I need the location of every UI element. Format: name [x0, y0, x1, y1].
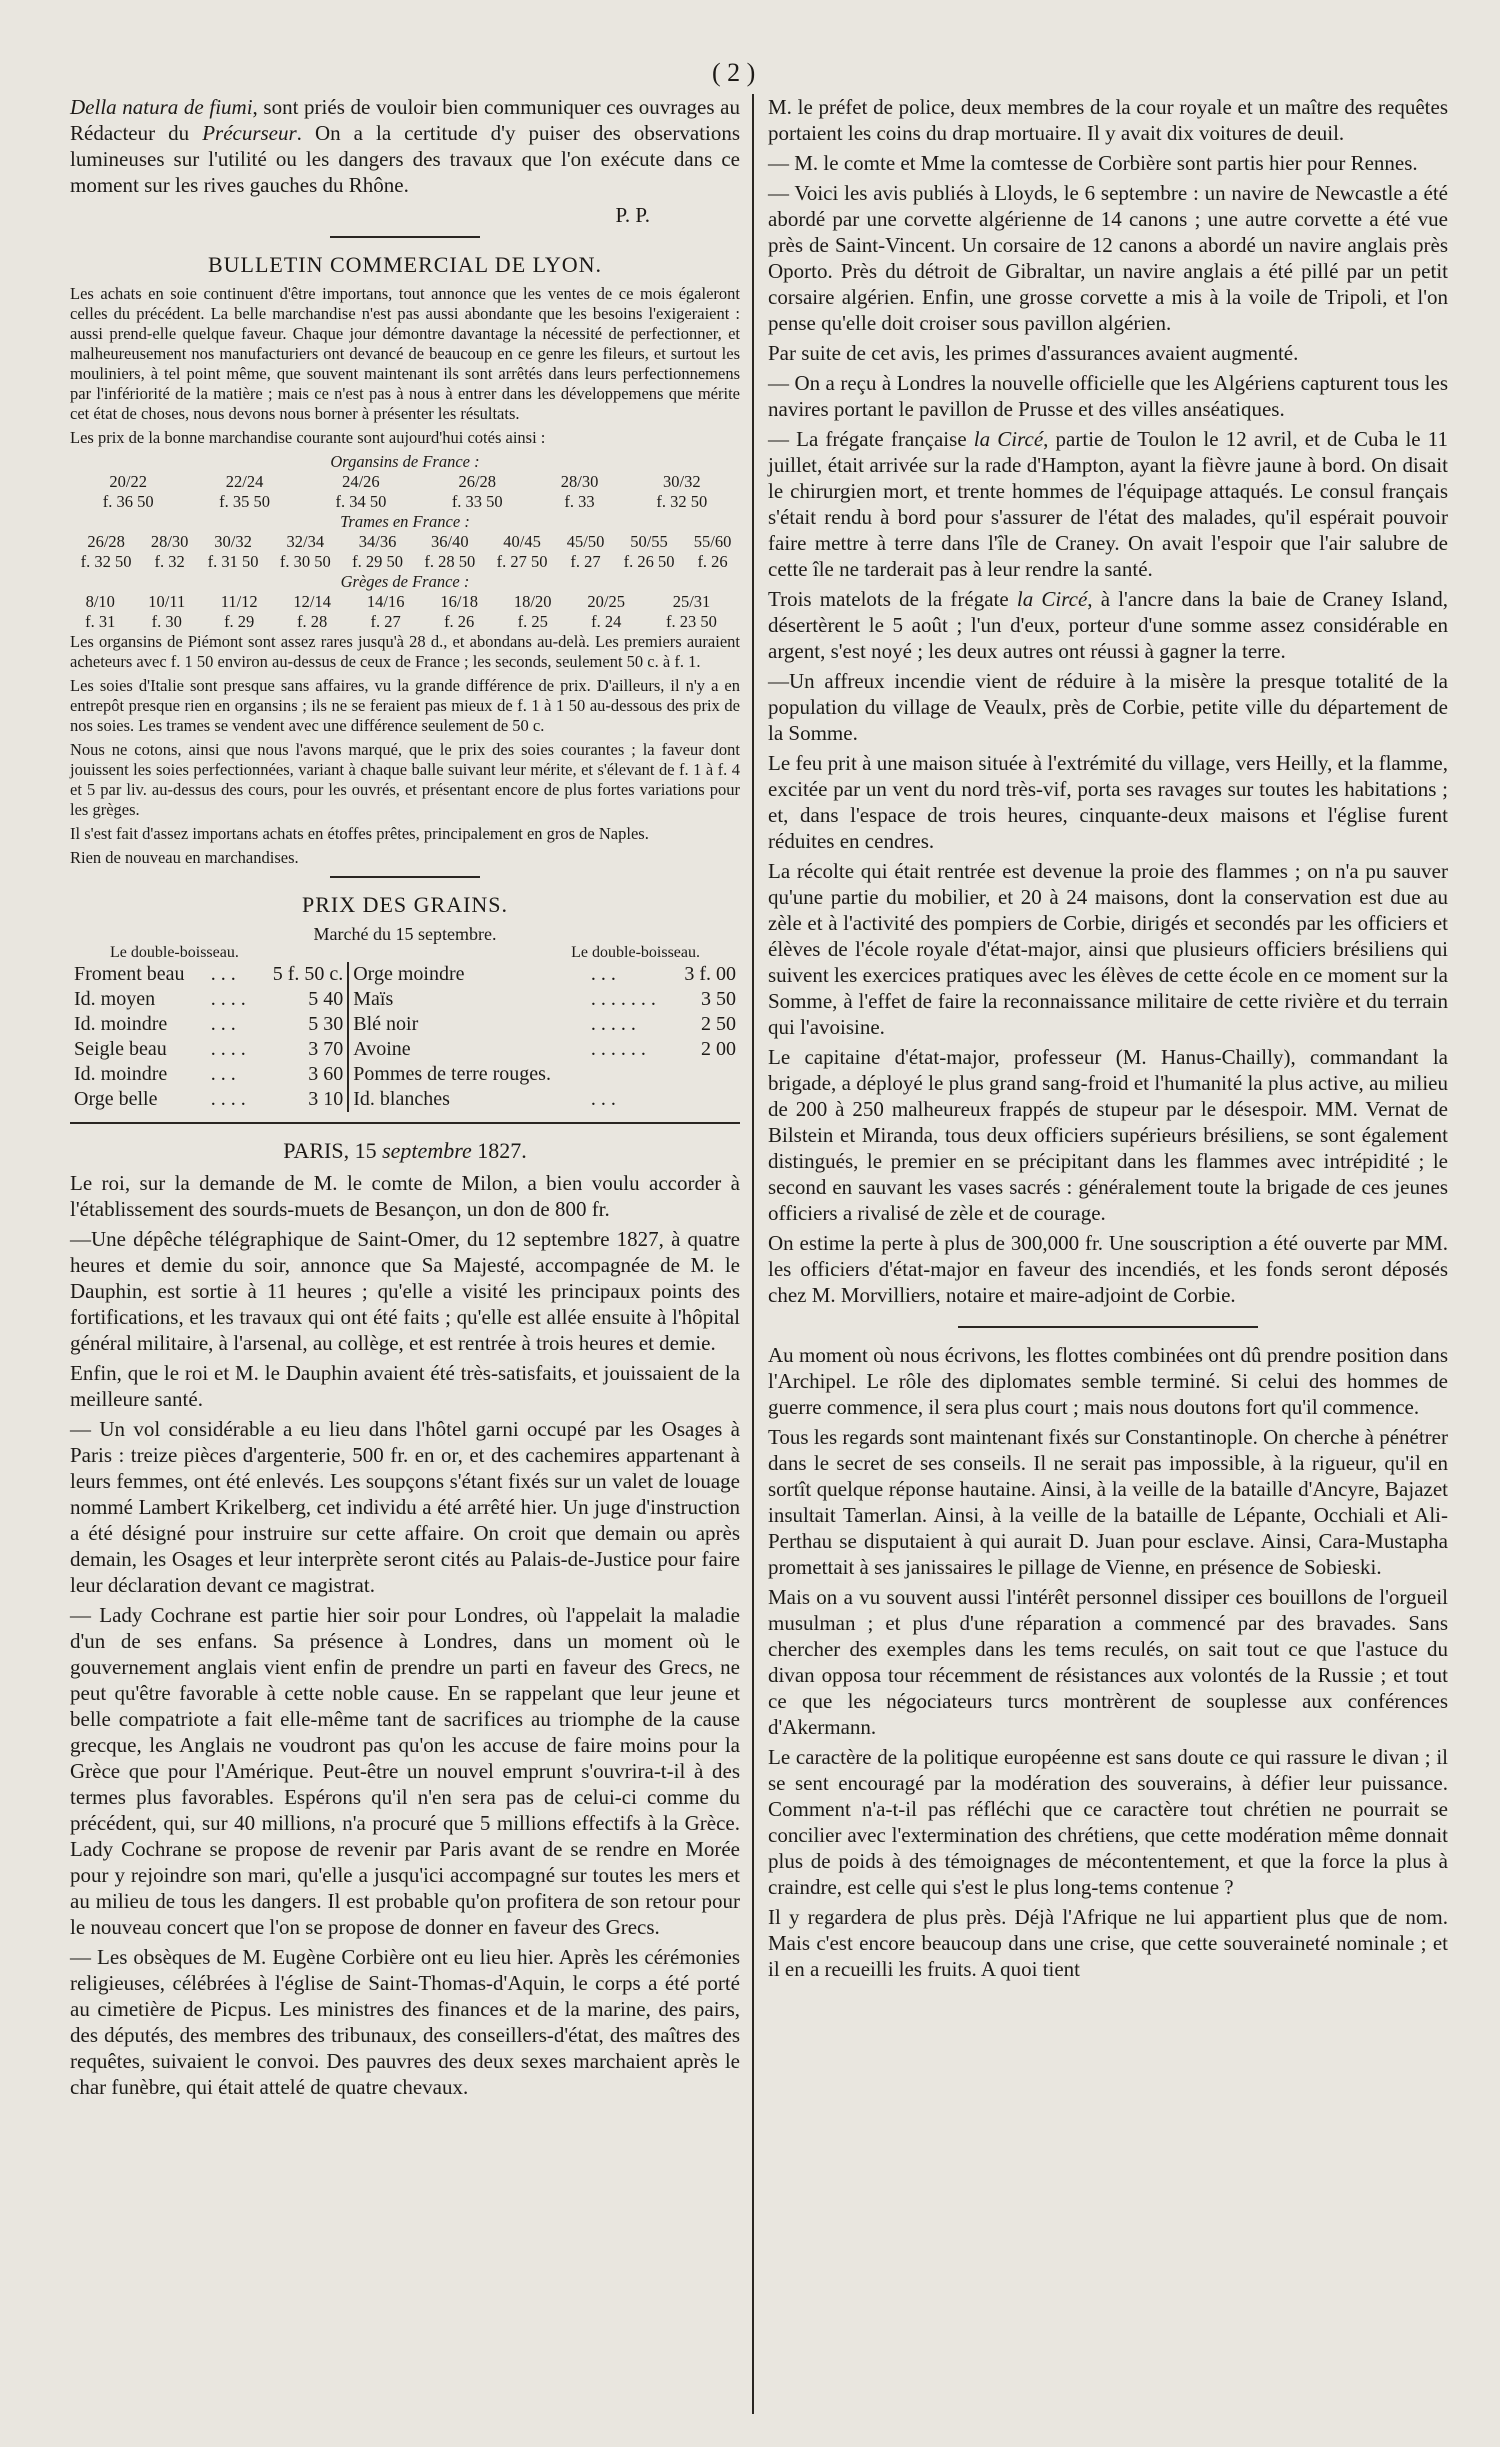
price-size-cell: 12/14	[293, 592, 331, 611]
divider-rule	[330, 236, 480, 238]
grain-dots: . . .	[590, 1088, 616, 1110]
price-size-cell: 50/55	[630, 532, 668, 551]
greges-sizes-row	[70, 592, 740, 612]
trames-table	[70, 532, 740, 572]
price-value-cell: f. 26 50	[623, 552, 675, 571]
organsins-sizes-row	[70, 472, 740, 492]
trames-title: Trames en France :	[340, 512, 470, 531]
intro-text-d: . On a la certitude d'y puiser des observations lumineuses sur l'utilité ou les dangers des travaux que l'on exécute dans ce moment sur les rives gauches du Rhône.	[70, 121, 740, 197]
price-size-cell: 40/45	[503, 532, 541, 551]
grain-name: Orge moindre	[348, 962, 587, 987]
grain-dots: . . . . . . .	[590, 988, 656, 1010]
bulletin-paragraph: Les achats en soie continuent d'être importans, tout annonce que les ventes de ce mois égaleront celles du précédent. La belle marchandise n'est pas aussi abondante que les besoins l'exigeraient : aussi prend-elle quelque faveur. Chaque jour démontre davantage la nécessité de perfectionner, et malheureusement nos manufacturiers ont devancé de beaucoup en ce genre les fileurs, et surtout les mouliniers, à tel point même, que souvent maintenant ils sont arrêtés dans leurs perfectionnemens par l'infériorité de la matière ; mais ce n'est pas à nous à entrer dans les développemens que mérite cet état de choses, nous devons nous borner à présenter les résultats.	[70, 284, 740, 423]
price-size-cell: 30/32	[214, 532, 252, 551]
grain-dots: . . . . .	[590, 1013, 636, 1035]
page-number: ( 2 )	[712, 58, 756, 87]
grain-dots: . . . . . .	[590, 1038, 646, 1060]
price-size-cell: 26/28	[87, 532, 125, 551]
column-divider	[752, 94, 754, 2414]
price-value-cell: f. 29 50	[352, 552, 403, 571]
text-segment: , à l'ancre dans la baie de Craney Island, désertèrent le 5 août ; l'un d'eux, porteur d'une somme assez considérable en argent, s'est noyé ; les deux autres ont réussi à gagner la terre.	[768, 587, 1448, 663]
grain-dots: . . .	[210, 1063, 236, 1085]
grain-price: 5 30	[308, 1013, 344, 1035]
price-size-cell: 11/12	[220, 592, 258, 611]
grains-row	[70, 1037, 740, 1062]
grain-name: Pommes de terre rouges.	[348, 1062, 587, 1087]
price-size-cell: 14/16	[366, 592, 405, 611]
price-value-cell: f. 24	[591, 612, 622, 631]
price-value-cell: f. 36 50	[102, 492, 154, 511]
grain-dots: . . . .	[210, 1038, 246, 1060]
price-value-cell: f. 27	[570, 552, 601, 571]
text-segment: Trois matelots de la frégate	[768, 587, 1017, 611]
price-value-cell: f. 32	[154, 552, 185, 571]
grain-dots: . . .	[210, 963, 236, 985]
paris-paragraph: — Un vol considérable a eu lieu dans l'hôtel garni occupé par les Osages à Paris : treize pièces d'argenterie, 500 fr. en or, et des cachemires appartenant à leurs femmes, ont été enlevés. Les soupçons s'étant fixés sur un valet de louage nommé Lambert Krikelberg, cet individu a été arrêté hier. Un juge d'instruction a été désigné pour instruire sur cette affaire. On croit que demain ou après demain, les Osages et leur interprète seront cités au Palais-de-Justice pour faire leur déclaration devant ce magistrat.	[70, 1417, 740, 1597]
bulletin-paragraph: Il s'est fait d'assez importans achats en étoffes prêtes, principalement en gros de Naples.	[70, 824, 649, 843]
grains-market-date: Marché du 15 septembre.	[313, 924, 497, 944]
price-value-cell: f. 23 50	[666, 612, 717, 631]
grains-title: PRIX DES GRAINS.	[301, 892, 509, 917]
greges-table	[70, 592, 740, 632]
greges-title: Grèges de France :	[340, 572, 470, 591]
organsins-table	[70, 472, 740, 512]
grain-name: Froment beau	[74, 963, 185, 985]
price-size-cell: 45/50	[566, 532, 605, 551]
organsins-prices-row	[70, 492, 740, 512]
news-paragraph: Par suite de cet avis, les primes d'assurances avaient augmenté.	[768, 341, 1299, 365]
news-paragraph: — M. le comte et Mme la comtesse de Corbière sont partis hier pour Rennes.	[768, 151, 1418, 175]
dateline-city: PARIS, 15	[283, 1138, 377, 1163]
price-size-cell: 8/10	[85, 592, 115, 611]
grain-price: 5 40	[308, 988, 344, 1010]
news-paragraph: On estime la perte à plus de 300,000 fr. Une souscription a été ouverte par MM. les officiers d'état-major en faveur des incendiés, et les fonds seront déposés chez M. Morvilliers, notaire et maire-adjoint de Corbie.	[768, 1231, 1448, 1307]
price-value-cell: f. 31	[85, 612, 116, 631]
grain-dots: . . . .	[210, 988, 246, 1010]
news-paragraph: — Voici les avis publiés à Lloyds, le 6 septembre : un navire de Newcastle a été abordé par une corvette algérienne de 14 canons ; une autre corvette a été vue près de Saint-Vincent. Un corsaire de 12 canons a abordé un navire anglais près Oporto. Près du détroit de Gibraltar, un navire anglais a été pillé par un petit corsaire algérien. Enfin, une grosse corvette a mis à la voile de Tripoli, et l'on pense qu'elle doit croiser sous pavillon algérien.	[768, 181, 1448, 335]
news-paragraph	[768, 586, 1448, 664]
left-column	[70, 94, 740, 2104]
bulletin-paragraph: Les organsins de Piémont sont assez rares jusqu'à 28 d., et abondans au-delà. Les premiers auraient acheteurs avec f. 1 50 environ au-dessus de ceux de France ; les seconds, seulement 50 c. à f. 1.	[70, 632, 740, 671]
grain-name: Seigle beau	[74, 1038, 167, 1060]
grain-name: Id. moyen	[74, 988, 156, 1010]
price-value-cell: f. 30	[151, 612, 182, 631]
organsins-title: Organsins de France :	[330, 452, 480, 471]
editorial-paragraph: Il y regardera de plus près. Déjà l'Afrique ne lui appartient plus que de nom. Mais c'est encore beaucoup dans une crise, que cette souveraineté nominale ; et il en a recueilli les fruits. A quoi tient	[768, 1905, 1448, 1981]
news-paragraph: Le feu prit à une maison située à l'extrémité du village, vers Heilly, et la flamme, excitée par un vent du nord très-vif, porta ses ravages sur toutes les habitations ; et, dans l'espace de trois heures, cinquante-deux maisons et l'église furent réduites en cendres.	[768, 751, 1448, 853]
price-value-cell: f. 32 50	[80, 552, 132, 571]
grain-name: Id. moindre	[74, 1013, 168, 1035]
price-value-cell: f. 34 50	[335, 492, 387, 511]
price-value-cell: f. 26	[697, 552, 728, 571]
price-value-cell: f. 27 50	[496, 552, 548, 571]
grains-units-row	[70, 944, 740, 962]
trames-sizes-row	[70, 532, 740, 552]
price-size-cell: 10/11	[148, 592, 186, 611]
price-value-cell: f. 25	[517, 612, 548, 631]
intro-journal-name: Précurseur	[202, 121, 297, 145]
grain-price: 3 50	[701, 988, 736, 1010]
grain-dots: . . .	[590, 963, 616, 985]
price-size-cell: 32/34	[286, 532, 325, 551]
grain-name: Avoine	[348, 1037, 587, 1062]
news-paragraph	[768, 426, 1448, 582]
grains-unit-left: Le double-boisseau.	[110, 944, 239, 961]
editorial-paragraph: Mais on a vu souvent aussi l'intérêt personnel dissiper ces bouillons de l'orgueil musulman ; et plus d'une réparation a commencé par des bravades. Sans chercher des exemples dans les tems reculés, on sait tout ce que l'astuce du divan opposa tour récemment de résistances aux volontés de la Russie ; et tout ce que les négociateurs turcs montrèrent de souplesse aux conférences d'Akermann.	[768, 1585, 1448, 1739]
editorial-paragraph: Le caractère de la politique européenne est sans doute ce qui rassure le divan ; il se sent encouragé par la modération des souverains, à défier leur puissance. Comment n'a-t-il pas réfléchi que ce caractère tout chrétien ne pourrait se concilier avec l'extermination des chrétiens, que cette modération même donnait plus de poids à des témoignages de mécontentement, et que la force la plus à craindre, est celle qui s'est le plus long-tems contenue ?	[768, 1745, 1448, 1899]
bulletin-paragraph: Nous ne cotons, ainsi que nous l'avons marqué, que le prix des soies courantes ; la faveur dont jouissent les soies perfectionnées, variant à chaque balle suivant leur mérite, et s'élevant de f. 1 à f. 4 et 5 par liv. au-dessus des cours, pour les ouvrés, et présentant encore de plus fortes variations pour les grèges.	[70, 740, 740, 819]
grain-price: 3 70	[308, 1038, 344, 1060]
ship-name: la Circé	[1016, 587, 1088, 611]
dateline-month: septembre	[382, 1138, 472, 1163]
price-value-cell: f. 29	[224, 612, 255, 631]
paris-paragraph: — Lady Cochrane est partie hier soir pour Londres, où l'appelait la maladie d'un de ses enfans. Sa présence à Londres, dans un moment où le gouvernement anglais vient enfin de prendre un parti en faveur des Grecs, ne peut qu'être favorable à cette noble cause. En se rappelant que leur jeune et belle compatriote a fait elle-même tant de sacrifices au triomphe de la cause grecque, les Anglais ne voudront pas qu'on les accuse de faire moins pour la Grèce que pour l'Amérique. Peut-être un nouvel emprunt s'ouvrira-t-il à des termes plus favorables. Espérons qu'il n'en sera pas de celui-ci comme du précédent, qui, sur 40 millions, n'a procuré que 5 millions effectifs à la Grèce. Lady Cochrane se propose de revenir par Paris avant de se rendre en Morée pour y rejoindre son mari, qu'elle a jusqu'ici accompagné sur toutes les mers et au milieu de tous les dangers. Il est probable qu'on profitera de son retour pour le nouveau concert que l'on se propose de donner en faveur des Grecs.	[70, 1603, 740, 1939]
text-segment: — La frégate française	[768, 427, 974, 451]
divider-rule	[330, 876, 480, 878]
text-segment: , partie de Toulon le 12 avril, et de Cuba le 11 juillet, était arrivée sur la rade d'Hampton, ayant la fièvre jaune à bord. On disait le chirurgien mort, et trente hommes de l'équipage attaqués. Le consul français s'était rendu à bord pour s'assurer de l'état des malades, qu'il espérait pouvoir faire mettre à terre dans l'île de Craney. On avait l'espoir que l'air salubre de cette île ne tarderait pas à leur rendre la santé.	[768, 427, 1448, 581]
editorial-paragraph: Au moment où nous écrivons, les flottes combinées ont dû prendre position dans l'Archipel. Le rôle des diplomates semble terminé. Si celui des hommes de guerre commence, il sera plus court ; mais nous doutons fort qu'il commence.	[768, 1343, 1448, 1419]
price-value-cell: f. 27	[370, 612, 401, 631]
price-value-cell: f. 26	[444, 612, 475, 631]
bulletin-paragraph: Les prix de la bonne marchandise courante sont aujourd'hui cotés ainsi :	[70, 428, 546, 447]
right-column	[768, 94, 1448, 1986]
price-size-cell: 22/24	[225, 472, 264, 491]
grain-price	[671, 1087, 740, 1112]
grain-dots: . . . .	[210, 1088, 246, 1110]
grain-dots: . . .	[210, 1013, 236, 1035]
price-size-cell: 16/18	[440, 592, 478, 611]
grain-name: Id. moindre	[74, 1063, 168, 1085]
price-size-cell: 18/20	[513, 592, 552, 611]
editorial-paragraph: Tous les regards sont maintenant fixés sur Constantinople. On cherche à pénétrer dans le secret de ses conseils. Il ne serait pas impossible, à la rigueur, qu'il en sortît quelque réponse hautaine. Ainsi, à la veille de la bataille d'Ancyre, Bajazet insultait Tamerlan. Ainsi, à la veille de la bataille de Lépante, Occhiali et Ali-Perthau se disputaient à qui aurait D. Juan pour esclave. Ainsi, Cara-Mustapha promettait à ses janissaires le pillage de Vienne, en présence de Sobieski.	[768, 1425, 1448, 1579]
grain-price: 3 f. 00	[684, 963, 736, 985]
news-paragraph: Le capitaine d'état-major, professeur (M. Hanus-Chailly), commandant la brigade, a déployé le plus grand sang-froid et l'humanité la plus active, au milieu de 200 à 250 malheureux frappés de stupeur par le désespoir. MM. Vernat de Bilstein et Miranda, tous deux officiers supérieurs brésiliens, se sont également distingués, le premier en se précipitant dans les flammes avec intrépidité ; le second en sauvant les vases sacrés : généralement toute la brigade de ces jeunes officiers a rivalisé de zèle et de courage.	[768, 1045, 1448, 1225]
paris-dateline	[70, 1138, 740, 1164]
price-size-cell: 24/26	[342, 472, 380, 491]
divider-rule	[958, 1326, 1258, 1328]
price-value-cell: f. 33 50	[451, 492, 503, 511]
dateline-year: 1827.	[477, 1138, 527, 1163]
paris-paragraph: —Une dépêche télégraphique de Saint-Omer, du 12 septembre 1827, à quatre heures et demie du soir, annonce que Sa Majesté, accompagnée de M. le Dauphin, est sortie à 11 heures ; qu'elle a visité les principaux points des fortifications, et les travaux qui ont été faits ; qu'elle est allée ensuite à l'hôpital général militaire, à l'arsenal, au collège, et est rentrée à trois heures et demie.	[70, 1227, 740, 1355]
price-value-cell: f. 33	[564, 492, 595, 511]
grain-name: Maïs	[348, 987, 587, 1012]
price-size-cell: 34/36	[358, 532, 397, 551]
intro-signature: P. P.	[615, 203, 650, 227]
price-size-cell: 36/40	[431, 532, 469, 551]
paris-paragraph: — Les obsèques de M. Eugène Corbière ont eu lieu hier. Après les cérémonies religieuses, célébrées à l'église de Saint-Thomas-d'Aquin, le corps a été porté au cimetière de Picpus. Les ministres des finances et de la marine, des pairs, des députés, des membres des tribunaux, des conseillers-d'état, des maîtres des requêtes, suivaient le convoi. Des pauvres des deux sexes marchaient après le char funèbre, qui était attelé de quatre chevaux.	[70, 1945, 740, 2099]
grain-price: 5 f. 50 c.	[272, 963, 344, 985]
divider-rule	[70, 1122, 740, 1124]
bulletin-paragraph: Les soies d'Italie sont presque sans affaires, vu la grande différence de prix. D'ailleurs, il n'y a en entrepôt presque rien en organsins ; ils ne se feraient pas mieux de f. 1 à 1 50 au-dessous des prix de nos soies. Les trames se vendent avec une différence seulement de 50 c.	[70, 676, 740, 735]
grains-row	[70, 1087, 740, 1112]
grain-price: 2 50	[701, 1013, 736, 1035]
grain-name: Orge belle	[74, 1088, 158, 1110]
price-size-cell: 28/30	[560, 472, 599, 491]
grains-row	[70, 1062, 740, 1087]
bulletin-title: BULLETIN COMMERCIAL DE LYON.	[207, 252, 603, 277]
price-size-cell: 55/60	[693, 532, 732, 551]
grain-price	[671, 1062, 740, 1087]
intro-title: Della natura de fiumi	[70, 95, 253, 119]
news-paragraph: —Un affreux incendie vient de réduire à la misère la presque totalité de la population du village de Veaulx, près de Corbie, petite ville du département de la Somme.	[768, 669, 1448, 745]
intro-paragraph	[70, 94, 740, 198]
price-size-cell: 25/31	[672, 592, 711, 611]
grains-row	[70, 1012, 740, 1037]
price-value-cell: f. 31 50	[207, 552, 259, 571]
grain-price: 3 10	[308, 1088, 344, 1110]
bulletin-paragraph: Rien de nouveau en marchandises.	[70, 848, 299, 867]
price-size-cell: 30/32	[663, 472, 701, 491]
ship-name: la Circé	[973, 427, 1044, 451]
price-size-cell: 20/22	[109, 472, 147, 491]
grain-price: 2 00	[701, 1038, 736, 1060]
grains-unit-right: Le double-boisseau.	[571, 944, 700, 961]
price-size-cell: 26/28	[458, 472, 497, 491]
price-value-cell: f. 32 50	[656, 492, 708, 511]
price-value-cell: f. 35 50	[219, 492, 270, 511]
trames-prices-row	[70, 552, 740, 572]
grains-table	[70, 962, 740, 1112]
grains-row	[70, 962, 740, 987]
paris-paragraph: Le roi, sur la demande de M. le comte de Milon, a bien voulu accorder à l'établissement des sourds-muets de Besançon, un don de 800 fr.	[70, 1171, 740, 1221]
price-value-cell: f. 28 50	[424, 552, 476, 571]
grain-price: 3 60	[308, 1063, 344, 1085]
paris-paragraph: Enfin, que le roi et M. le Dauphin avaient été très-satisfaits, et jouissaient de la meilleure santé.	[70, 1361, 740, 1411]
price-size-cell: 20/25	[587, 592, 626, 611]
intro-text-b: , sont priés de vouloir bien communiquer ces ouvrages au Rédacteur du	[70, 95, 741, 145]
price-size-cell: 28/30	[150, 532, 189, 551]
grain-name: Id. blanches	[348, 1087, 587, 1112]
price-value-cell: f. 28	[297, 612, 328, 631]
news-paragraph: — On a reçu à Londres la nouvelle officielle que les Algériens capturent tous les navires portant le pavillon de Prusse et des villes anséatiques.	[768, 371, 1448, 421]
grain-dots	[587, 1062, 671, 1087]
news-paragraph: La récolte qui était rentrée est devenue la proie des flammes ; on n'a pu sauver qu'une partie du mobilier, et 20 à 24 maisons, dont la conservation est due au zèle et à l'activité des pompiers de Corbie, dirigés et secondés par les officiers et élèves de l'école royale d'état-major, ainsi que plusieurs officiers brésiliens qui suivent les exercices pratiques avec les élèves de cette école en ce moment sur la Somme, à l'effet de faire la reconnaissance militaire de cette rivière et du terrain qui l'avoisine.	[768, 859, 1448, 1039]
grains-row	[70, 987, 740, 1012]
greges-prices-row	[70, 612, 740, 632]
grain-name: Blé noir	[348, 1012, 587, 1037]
price-value-cell: f. 30 50	[279, 552, 331, 571]
news-paragraph: M. le préfet de police, deux membres de la cour royale et un maître des requêtes portaient les coins du drap mortuaire. Il y avait dix voitures de deuil.	[768, 95, 1448, 145]
